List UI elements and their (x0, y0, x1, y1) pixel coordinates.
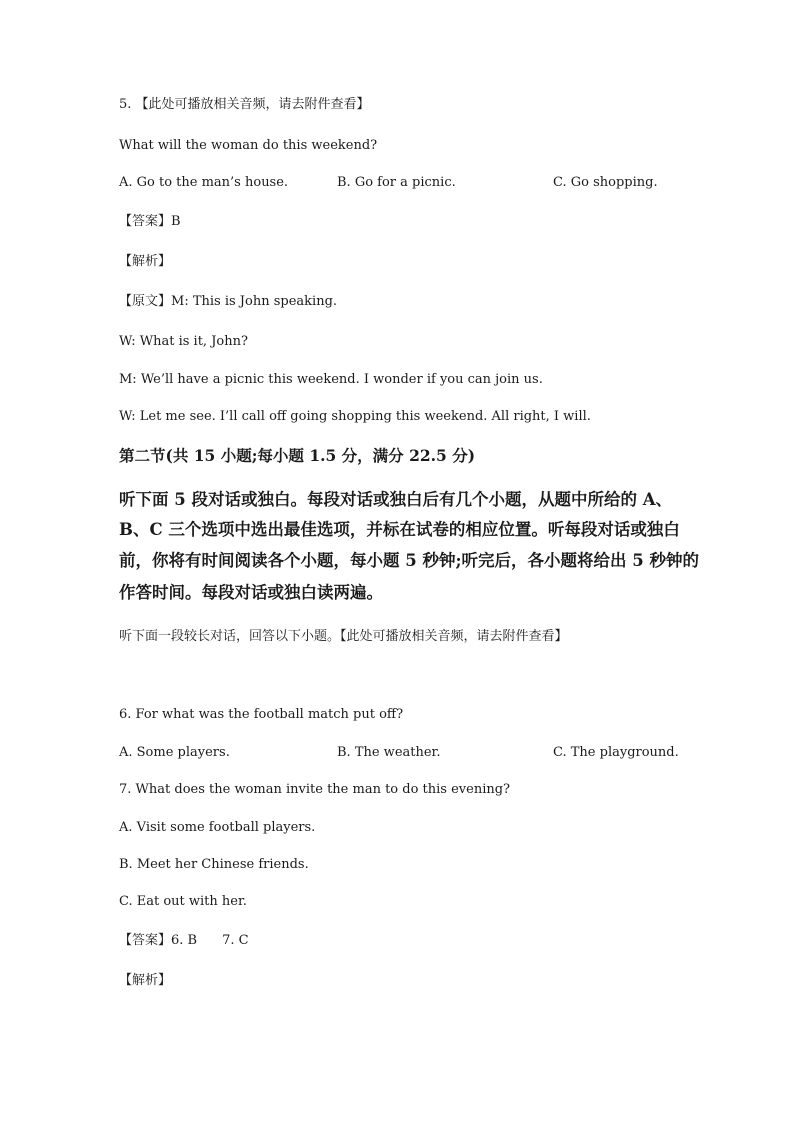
transcript-label: 【原文】 (119, 294, 172, 309)
transcript-text: M: This is John speaking. (171, 294, 338, 309)
section-instruction-line-2: B、C 三个选项中选出最佳选项，并标在试卷的相应位置。听每段对话或独白 (119, 520, 680, 539)
q7-option-a: A. Visit some football players. (119, 820, 316, 835)
q7-question: 7. What does the woman invite the man to do this evening? (119, 782, 511, 797)
q5-transcript-line-1 (119, 293, 337, 311)
answer-value: B (171, 214, 181, 229)
analysis-label-67: 【解析】 (119, 973, 172, 988)
answer-7: 7. C (222, 933, 249, 948)
q5-option-b: B. Go for a picnic. (337, 175, 456, 190)
q7-option-b: B. Meet her Chinese friends. (119, 857, 309, 872)
section-instruction-line-1: 听下面 5 段对话或独白。每段对话或独白后有几个小题，从题中所给的 A、 (119, 490, 673, 509)
answer-label: 【答案】 (119, 933, 172, 948)
q5-transcript-line-3: M: We’ll have a picnic this weekend. I wonder if you can join us. (119, 372, 543, 387)
answers-67 (119, 932, 249, 950)
q5-question: What will the woman do this weekend? (119, 138, 378, 153)
q5-option-c: C. Go shopping. (553, 175, 658, 190)
q5-transcript-line-2: W: What is it, John? (119, 334, 248, 349)
q6-option-c: C. The playground. (553, 745, 679, 760)
q6-option-a: A. Some players. (119, 745, 230, 760)
answer-6: 6. B (171, 933, 198, 948)
q5-transcript-line-4: W: Let me see. I’ll call off going shopping this weekend. All right, I will. (119, 409, 591, 424)
q6-option-b: B. The weather. (337, 745, 441, 760)
answer-label: 【答案】 (119, 214, 172, 229)
q5-option-a: A. Go to the man’s house. (119, 175, 289, 190)
section-instruction-line-4: 作答时间。每段对话或独白读两遍。 (119, 583, 383, 602)
q5-answer (119, 213, 181, 231)
q7-option-c: C. Eat out with her. (119, 894, 247, 909)
q6-question: 6. For what was the football match put off? (119, 707, 404, 722)
section-title: 第二节(共 15 小题;每小题 1.5 分，满分 22.5 分) (119, 446, 476, 465)
section-instruction-line-3: 前，你将有时间阅读各个小题，每小题 5 秒钟;听完后，各小题将给出 5 秒钟的 (119, 551, 700, 570)
q5-header: 5. 【此处可播放相关音频，请去附件查看】 (119, 97, 370, 112)
listen-prompt: 听下面一段较长对话，回答以下小题。【此处可播放相关音频，请去附件查看】 (119, 629, 568, 644)
q5-analysis-label: 【解析】 (119, 254, 172, 269)
